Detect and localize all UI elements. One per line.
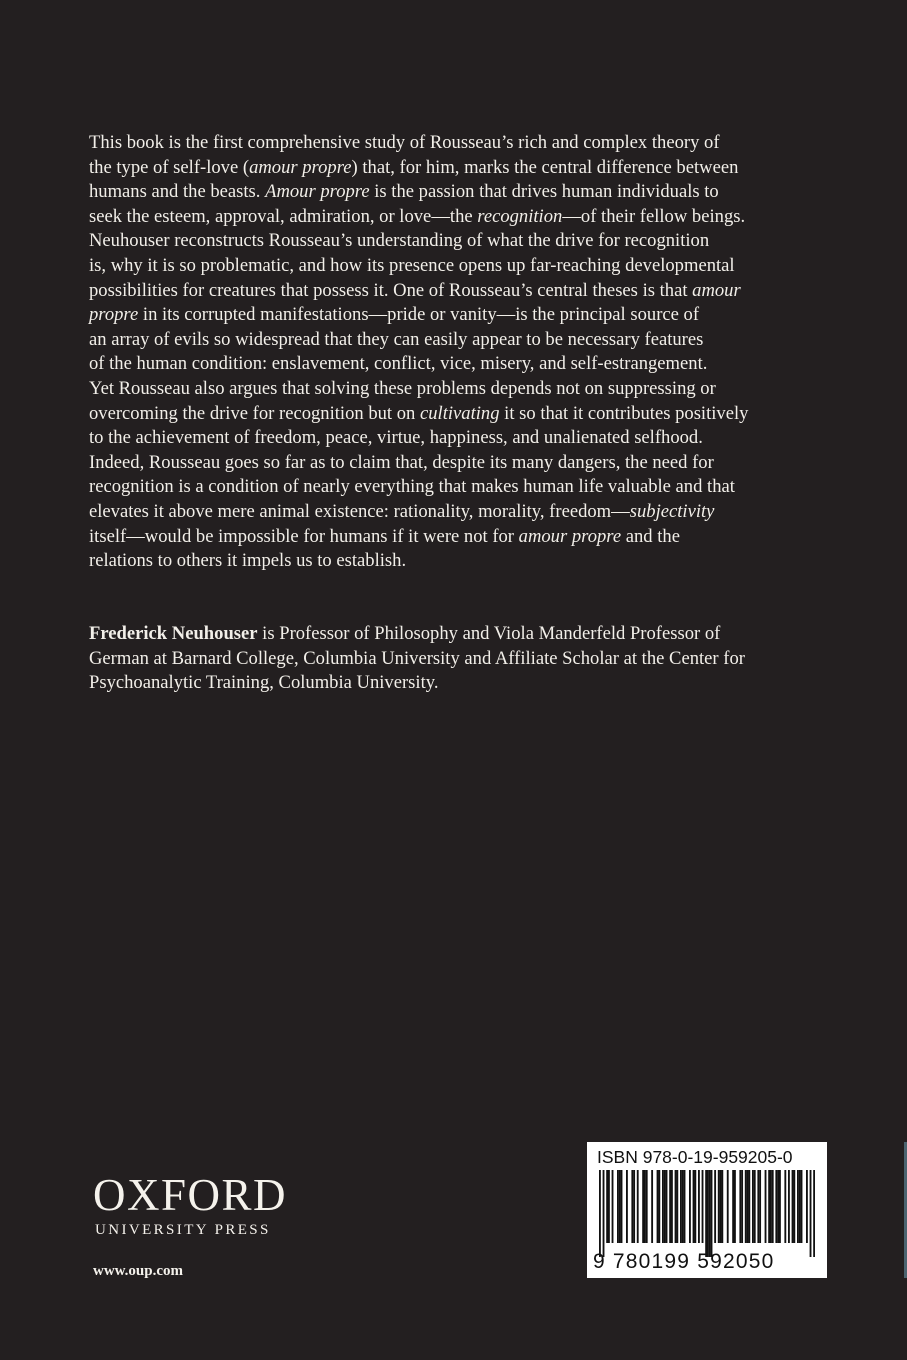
barcode-digits: 9 780199 592050	[593, 1250, 775, 1273]
description-line	[89, 254, 829, 279]
description-text: overcoming the drive for recognition but on	[89, 402, 420, 424]
description-text: seek the esteem, approval, admiration, or love—the	[89, 205, 478, 227]
author-bio-text-1: is Professor of Philosophy and Viola Manderfeld Professor of	[257, 623, 721, 644]
barcode-bar	[741, 1170, 743, 1243]
description-italic-text: amour	[692, 279, 741, 301]
description-line	[89, 131, 829, 156]
barcode-bar	[734, 1170, 736, 1243]
barcode-bar	[772, 1170, 774, 1243]
description-line	[89, 352, 829, 377]
publisher-subname: UNIVERSITY PRESS	[95, 1222, 271, 1238]
description-text: in its corrupted manifestations—pride or vanity—is the principal source of	[138, 304, 700, 326]
description-line	[89, 279, 829, 304]
barcode-bar	[792, 1170, 794, 1243]
description-text: humans and the beasts.	[89, 181, 266, 203]
description-text: is, why it is so problematic, and how its presence opens up far-reaching developmental	[89, 254, 735, 276]
description-text: of the human condition: enslavement, conflict, vice, misery, and self-estrangement.	[89, 353, 708, 375]
barcode-bar	[658, 1170, 660, 1243]
barcode-bar	[799, 1170, 801, 1243]
barcode-bar	[705, 1170, 707, 1257]
barcode-bar	[721, 1170, 723, 1243]
isbn-label: ISBN 978-0-19-959205-0	[597, 1147, 793, 1167]
barcode-bar	[732, 1170, 734, 1243]
barcode-bar	[765, 1170, 767, 1243]
barcode-bar	[718, 1170, 720, 1243]
description-text: to the achievement of freedom, peace, virtue, happiness, and unalienated selfhood.	[89, 427, 703, 449]
barcode-bar	[599, 1170, 601, 1257]
description-line	[89, 500, 829, 525]
isbn-barcode	[587, 1142, 827, 1278]
description-text: and the	[621, 525, 680, 547]
barcode-bar	[657, 1170, 659, 1243]
barcode-bar	[810, 1170, 812, 1257]
barcode-bar	[714, 1170, 716, 1243]
description-text: Yet Rousseau also argues that solving these problems depends not on suppressing or	[89, 377, 716, 399]
barcode-bar	[669, 1170, 671, 1243]
description-text: is the passion that drives human individuals to	[369, 181, 719, 203]
barcode-bar	[745, 1170, 747, 1243]
description-italic-text: recognition	[477, 205, 563, 227]
barcode-bar	[680, 1170, 682, 1243]
barcode-bar	[651, 1170, 653, 1243]
barcode-bar	[707, 1170, 709, 1257]
barcode-bar	[631, 1170, 633, 1243]
barcode-bar	[617, 1170, 619, 1243]
barcode-bar	[684, 1170, 686, 1243]
barcode-bar	[702, 1170, 704, 1243]
description-text: elevates it above mere animal existence: rationality, morality, freedom—	[89, 500, 630, 522]
barcode-bar	[603, 1170, 605, 1257]
barcode-bar	[775, 1170, 777, 1243]
barcode-bars	[599, 1170, 815, 1257]
barcode-bar	[646, 1170, 648, 1243]
description-line	[89, 205, 829, 230]
barcode-bar	[637, 1170, 639, 1243]
barcode-bar	[777, 1170, 779, 1243]
barcode-bar	[694, 1170, 696, 1243]
barcode-bar	[788, 1170, 790, 1243]
barcode-bar	[720, 1170, 722, 1243]
barcode-bar	[612, 1170, 614, 1243]
barcode-bar	[768, 1170, 770, 1243]
barcode-bar	[813, 1170, 815, 1257]
barcode-bar	[727, 1170, 729, 1243]
barcode-bar	[606, 1170, 608, 1243]
description-line	[89, 451, 829, 476]
barcode-bar	[754, 1170, 756, 1243]
author-name: Frederick Neuhouser	[89, 623, 258, 644]
description-line	[89, 156, 829, 181]
description-line	[89, 303, 829, 328]
barcode-bar	[619, 1170, 621, 1243]
description-text: Indeed, Rousseau goes so far as to claim that, despite its many dangers, the need for	[89, 451, 714, 473]
barcode-bar	[709, 1170, 711, 1257]
barcode-bar	[671, 1170, 673, 1243]
description-text: possibilities for creatures that possess it. One of Rousseau’s central theses is that	[89, 279, 693, 301]
book-description	[89, 131, 829, 574]
barcode-bar	[806, 1170, 808, 1243]
description-italic-text: subjectivity	[629, 500, 715, 522]
description-italic-text: amour propre	[249, 156, 352, 178]
description-text: relations to others it impels us to establish.	[89, 550, 407, 572]
author-bio-line-3: Psychoanalytic Training, Columbia University.	[89, 672, 439, 694]
description-line	[89, 402, 829, 427]
description-line	[89, 426, 829, 451]
barcode-bar	[801, 1170, 803, 1243]
barcode-bar	[793, 1170, 795, 1243]
barcode-bar	[666, 1170, 668, 1243]
description-text: This book is the first comprehensive study of Rousseau’s rich and complex theory of	[89, 132, 720, 153]
barcode-bar	[770, 1170, 772, 1243]
author-bio-line-2: German at Barnard College, Columbia University and Affiliate Scholar at the Center for	[89, 647, 745, 669]
description-text: it so that it contributes positively	[499, 402, 749, 424]
barcode-bar	[633, 1170, 635, 1243]
barcode-bar	[626, 1170, 628, 1243]
description-text: the type of self-love (	[89, 156, 250, 178]
barcode-bar	[676, 1170, 678, 1243]
description-text: itself—would be impossible for humans if it were not for	[89, 525, 519, 547]
barcode-bar	[759, 1170, 761, 1243]
barcode-bar	[675, 1170, 677, 1243]
barcode-bar	[779, 1170, 781, 1243]
barcode-bar	[689, 1170, 691, 1243]
barcode-bar	[747, 1170, 749, 1243]
barcode-bar	[711, 1170, 713, 1257]
barcode-bar	[682, 1170, 684, 1243]
publisher-name: OXFORD	[93, 1170, 288, 1220]
barcode-bar	[664, 1170, 666, 1243]
description-text: an array of evils so widespread that they can easily appear to be necessary features	[89, 328, 704, 350]
author-bio-line-1	[89, 622, 829, 647]
description-text: recognition is a condition of nearly everything that makes human life valuable and that	[89, 476, 735, 498]
publisher-website[interactable]: www.oup.com	[93, 1263, 184, 1279]
description-text: Neuhouser reconstructs Rousseau’s understanding of what the drive for recognition	[89, 230, 710, 252]
barcode-bar	[797, 1170, 799, 1243]
description-text: —of their fellow beings.	[562, 205, 746, 227]
barcode-bar	[752, 1170, 754, 1243]
description-line	[89, 525, 829, 550]
description-line	[89, 180, 829, 205]
barcode-bar	[608, 1170, 610, 1243]
description-italic-text: propre	[89, 304, 139, 326]
author-bio	[89, 622, 829, 696]
barcode-bar	[693, 1170, 695, 1243]
barcode-bar	[698, 1170, 700, 1243]
barcode-bar	[621, 1170, 623, 1243]
description-italic-text: amour propre	[518, 525, 622, 547]
barcode-bar	[662, 1170, 664, 1243]
barcode-bar	[644, 1170, 646, 1243]
description-line	[89, 549, 829, 574]
description-line	[89, 229, 829, 254]
barcode-bar	[642, 1170, 644, 1243]
description-italic-text: cultivating	[419, 402, 500, 424]
barcode-bar	[757, 1170, 759, 1243]
description-line	[89, 328, 829, 353]
description-line	[89, 377, 829, 402]
description-italic-text: Amour propre	[265, 181, 370, 203]
barcode-bar	[739, 1170, 741, 1243]
description-line	[89, 475, 829, 500]
barcode-bar	[748, 1170, 750, 1243]
barcode-bar	[784, 1170, 786, 1243]
publisher-logo	[93, 1172, 313, 1242]
description-text: ) that, for him, marks the central difference between	[351, 156, 739, 178]
